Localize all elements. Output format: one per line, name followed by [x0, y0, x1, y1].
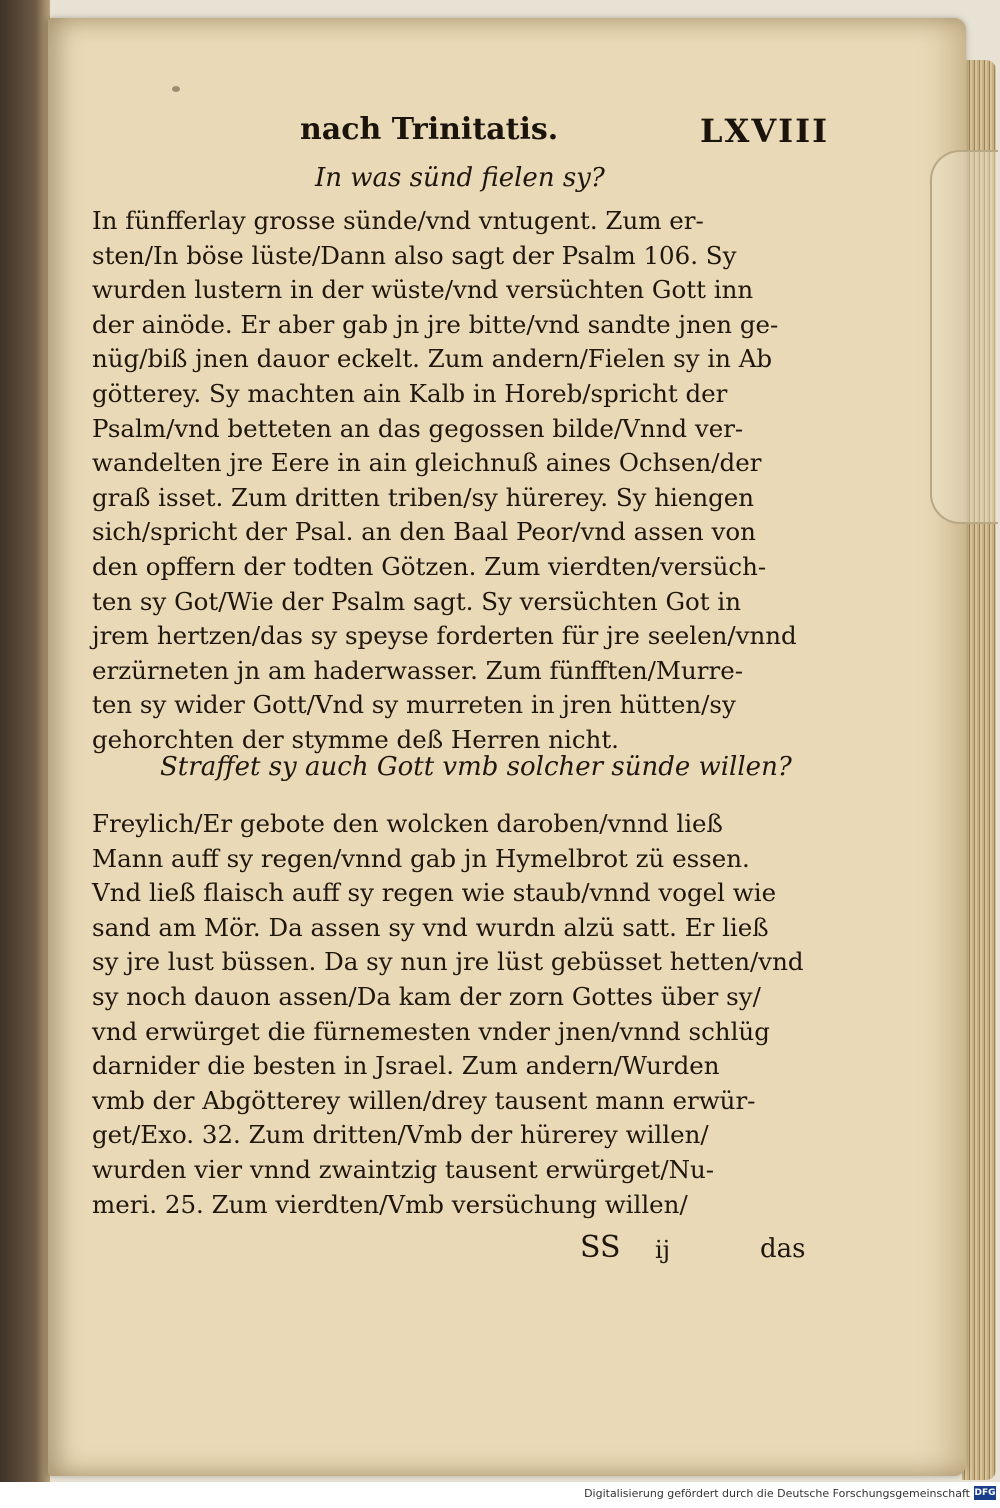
- book-spine: [0, 0, 50, 1508]
- text-line: ten sy wider Gott/Vnd sy murreten in jren hütten/sy: [92, 690, 736, 720]
- text-line: erzürneten jn am haderwasser. Zum fünfften/Murre-: [92, 655, 743, 685]
- question-heading-2: Straffet sy auch Gott vmb solcher sünde willen?: [160, 752, 792, 782]
- text-line: sand am Mör. Da assen sy vnd wurdn alzü satt. Er ließ: [92, 912, 769, 942]
- text-line: sy jre lust büssen. Da sy nun jre lüst gebüsset hetten/vnd: [92, 947, 804, 977]
- text-line: Mann auff sy regen/vnnd gab jn Hymelbrot zü essen.: [92, 843, 750, 873]
- page-tab-outline: [930, 150, 998, 524]
- text-line: jrem hertzen/das sy speyse forderten für jre seelen/vnnd: [92, 621, 797, 651]
- text-line: wurden lustern in der wüste/vnd versüchten Gott inn: [92, 275, 754, 305]
- funding-notice: Digitalisierung gefördert durch die Deutsche Forschungsgemeinschaft: [584, 1487, 970, 1500]
- text-line: gehorchten der stymme deß Herren nicht.: [92, 724, 619, 754]
- paragraph-1: [92, 204, 827, 758]
- text-line: wandelten jre Eere in ain gleichnuß aines Ochsen/der: [92, 448, 762, 478]
- signature-mark: SS: [580, 1230, 621, 1265]
- signature-number: ij: [655, 1236, 671, 1264]
- text-line: sich/spricht der Psal. an den Baal Peor/vnd assen von: [92, 517, 756, 547]
- text-line: darnider die besten in Jsrael. Zum andern/Wurden: [92, 1051, 720, 1081]
- text-line: der ainöde. Er aber gab jn jre bitte/vnd sandte jnen ge-: [92, 309, 779, 339]
- text-line: Vnd ließ flaisch auff sy regen wie staub/vnnd vogel wie: [92, 878, 777, 908]
- folio-number: LXVIII: [700, 112, 830, 150]
- text-line: götterey. Sy machten ain Kalb in Horeb/spricht der: [92, 378, 728, 408]
- running-head: nach Trinitatis.: [300, 112, 559, 147]
- text-line: graß isset. Zum dritten triben/sy hürerey. Sy hiengen: [92, 482, 755, 512]
- text-line: nüg/biß jnen dauor eckelt. Zum andern/Fielen sy in Ab: [92, 344, 773, 374]
- text-line: wurden vier vnnd zwaintzig tausent erwürget/Nu-: [92, 1154, 715, 1184]
- text-line: sy noch dauon assen/Da kam der zorn Gottes über sy/: [92, 981, 761, 1011]
- paragraph-2: [92, 807, 827, 1222]
- text-line: get/Exo. 32. Zum dritten/Vmb der hürerey willen/: [92, 1120, 709, 1150]
- dfg-logo: DFG: [974, 1488, 996, 1498]
- question-heading-1: In was sünd fielen sy?: [315, 163, 605, 193]
- text-line: Freylich/Er gebote den wolcken daroben/vnnd ließ: [92, 809, 723, 838]
- text-line: meri. 25. Zum vierdten/Vmb versüchung willen/: [92, 1189, 688, 1219]
- text-line: sten/In böse lüste/Dann also sagt der Psalm 106. Sy: [92, 240, 737, 270]
- text-line: vmb der Abgötterey willen/drey tausent mann erwür-: [92, 1085, 756, 1115]
- text-line: ten sy Got/Wie der Psalm sagt. Sy versüchten Got in: [92, 586, 742, 616]
- text-line: vnd erwürget die fürnemesten vnder jnen/vnnd schlüg: [92, 1016, 770, 1046]
- text-line: In fünfferlay grosse sünde/vnd vntugent. Zum er-: [92, 206, 704, 235]
- catchword: das: [760, 1234, 806, 1264]
- ink-smudge: [172, 86, 180, 92]
- text-line: den opffern der todten Götzen. Zum vierdten/versüch-: [92, 551, 767, 581]
- text-line: Psalm/vnd betteten an das gegossen bilde/Vnnd ver-: [92, 413, 744, 443]
